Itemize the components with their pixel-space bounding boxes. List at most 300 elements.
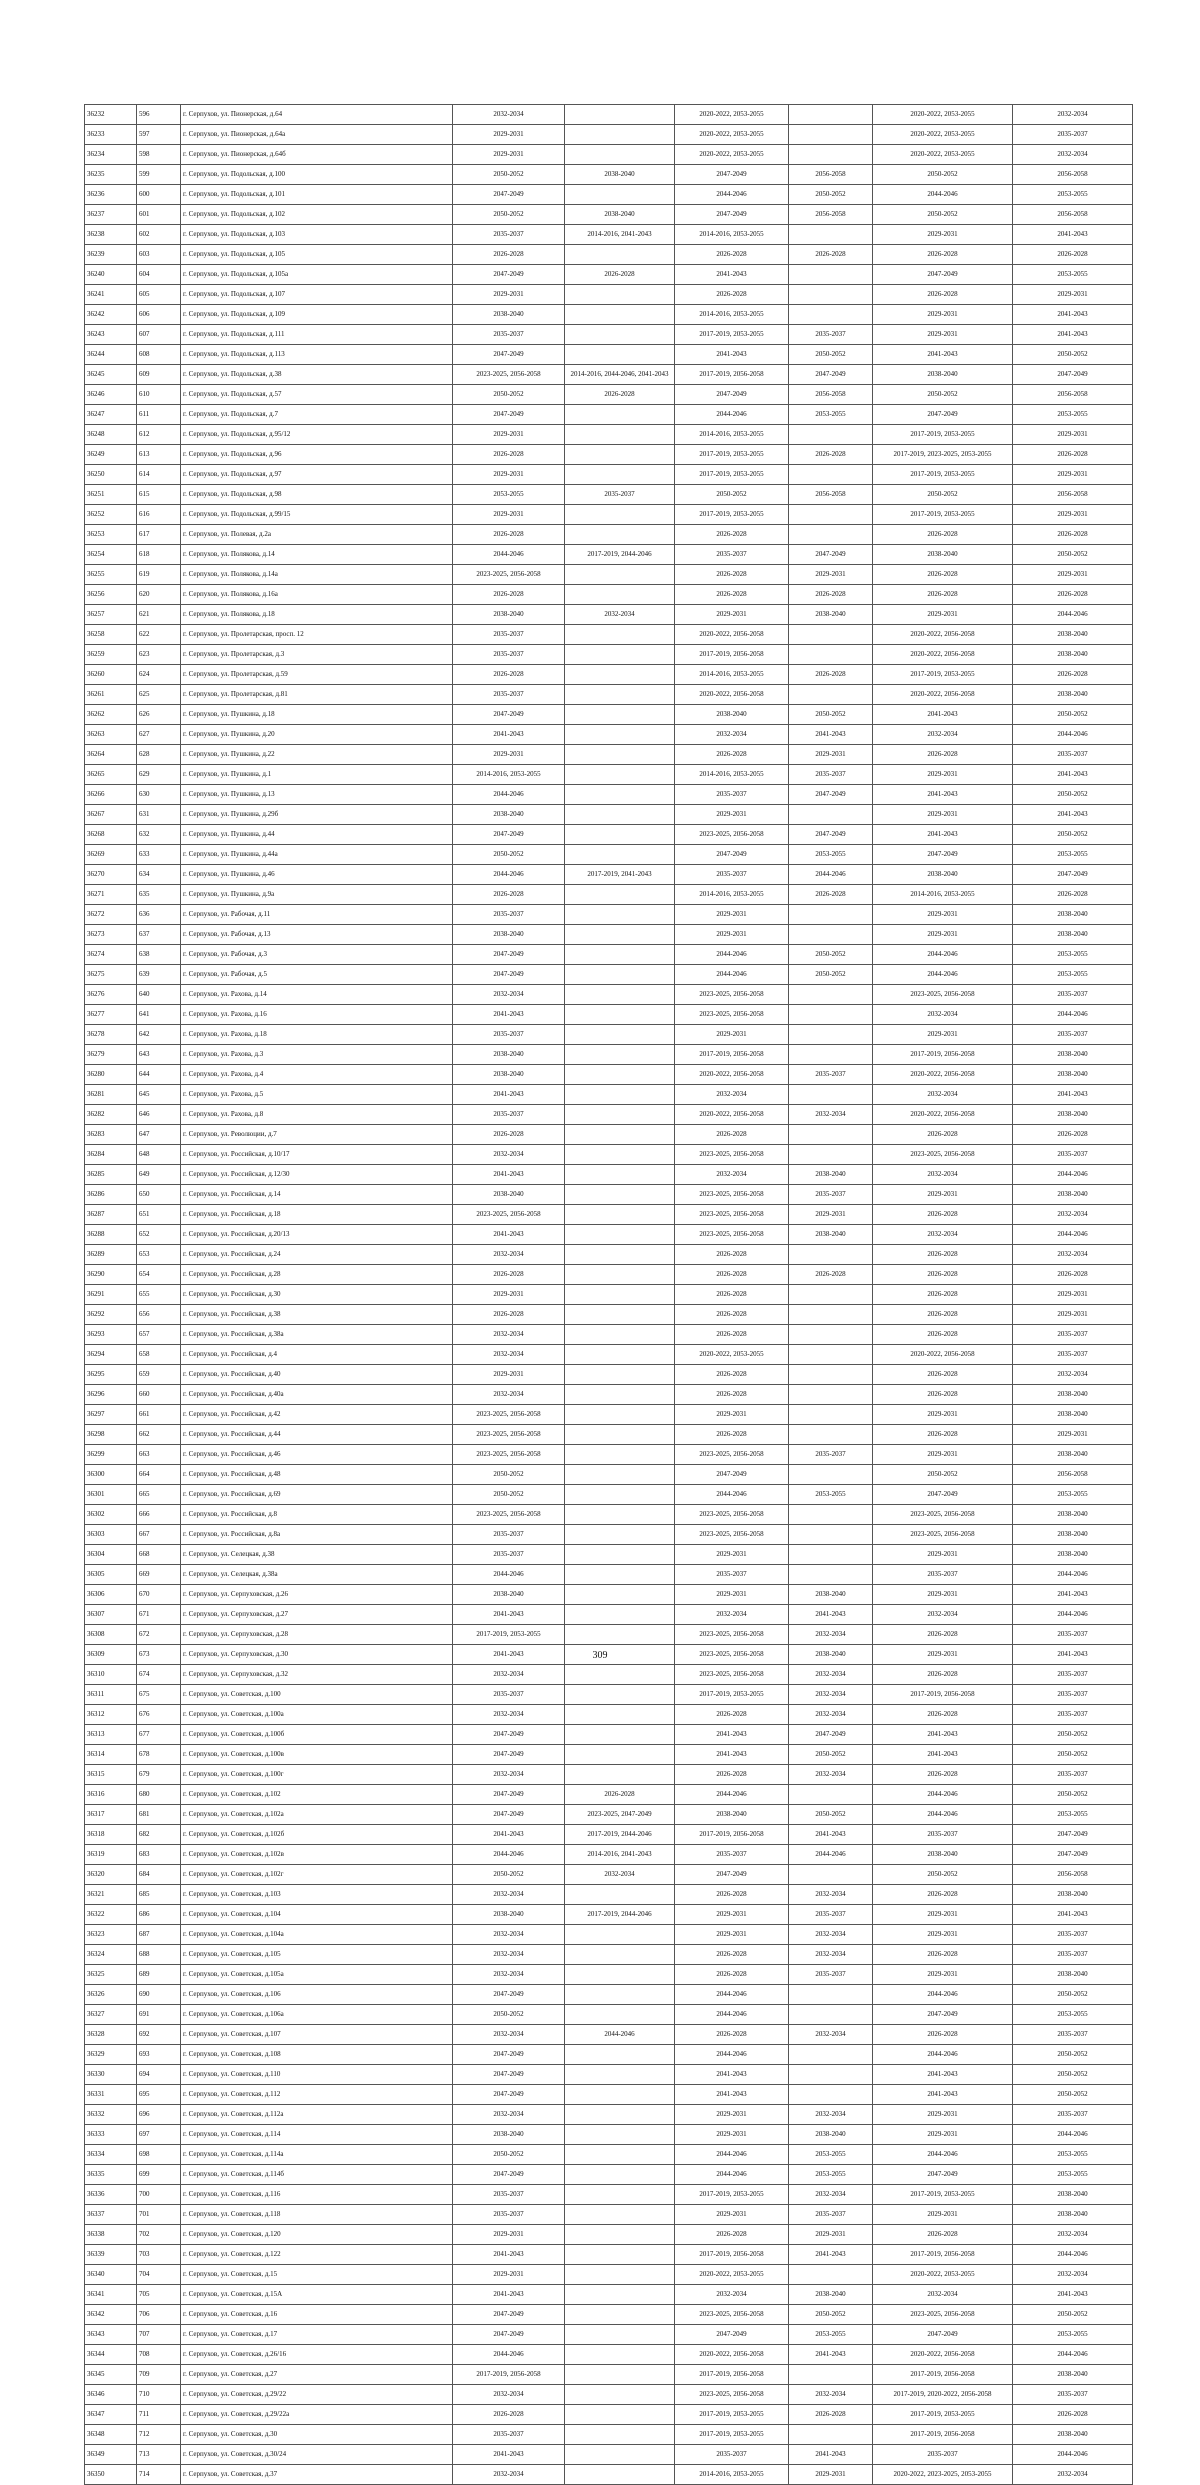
- table-cell: [789, 1005, 873, 1025]
- table-cell: [789, 1145, 873, 1165]
- table-cell: г. Серпухов, ул. Советская, д.106: [181, 1985, 453, 2005]
- table-cell: 36319: [85, 1845, 137, 1865]
- table-cell: 2041-2043: [1013, 1905, 1133, 1925]
- table-cell: 2047-2049: [453, 945, 565, 965]
- table-cell: 36318: [85, 1825, 137, 1845]
- table-row: [85, 865, 1133, 885]
- table-cell: 2029-2031: [453, 1285, 565, 1305]
- table-cell: 2017-2019, 2053-2055: [675, 325, 789, 345]
- table-cell: 2023-2025, 2056-2058: [675, 1505, 789, 1525]
- table-row: [85, 985, 1133, 1005]
- table-row: [85, 2065, 1133, 2085]
- table-row: [85, 1945, 1133, 1965]
- table-cell: 2056-2058: [1013, 1465, 1133, 1485]
- table-cell: [789, 2365, 873, 2385]
- table-cell: 657: [137, 1325, 181, 1345]
- table-cell: 2050-2052: [873, 205, 1013, 225]
- table-cell: 2038-2040: [453, 1585, 565, 1605]
- table-cell: 36281: [85, 1085, 137, 1105]
- table-cell: г. Серпухов, ул. Российская, д.18: [181, 1205, 453, 1225]
- table-cell: 2041-2043: [453, 1645, 565, 1665]
- table-cell: [565, 2425, 675, 2445]
- table-cell: 2050-2052: [789, 345, 873, 365]
- table-cell: 2026-2028: [565, 1785, 675, 1805]
- table-cell: 631: [137, 805, 181, 825]
- table-cell: 36235: [85, 165, 137, 185]
- table-cell: [565, 1725, 675, 1745]
- table-cell: [565, 1185, 675, 1205]
- table-cell: 2038-2040: [1013, 2425, 1133, 2445]
- table-cell: [789, 1985, 873, 2005]
- table-row: [85, 825, 1133, 845]
- table-cell: 622: [137, 625, 181, 645]
- table-cell: 673: [137, 1645, 181, 1665]
- table-cell: 2035-2037: [1013, 125, 1133, 145]
- table-cell: 2020-2022, 2056-2058: [675, 2345, 789, 2365]
- table-cell: 2023-2025, 2056-2058: [675, 1625, 789, 1645]
- table-cell: г. Серпухов, ул. Подольская, д.95/12: [181, 425, 453, 445]
- table-row: [85, 1145, 1133, 1165]
- table-cell: 630: [137, 785, 181, 805]
- table-cell: 2029-2031: [675, 2205, 789, 2225]
- table-cell: 36238: [85, 225, 137, 245]
- table-cell: 2047-2049: [1013, 365, 1133, 385]
- table-cell: г. Серпухов, ул. Подольская, д.107: [181, 285, 453, 305]
- table-cell: 637: [137, 925, 181, 945]
- table-cell: [565, 2185, 675, 2205]
- table-cell: 2035-2037: [453, 2185, 565, 2205]
- table-cell: 2017-2019, 2053-2055: [873, 465, 1013, 485]
- table-cell: 600: [137, 185, 181, 205]
- table-cell: 2032-2034: [789, 1925, 873, 1945]
- table-cell: г. Серпухов, ул. Подольская, д.105: [181, 245, 453, 265]
- table-cell: г. Серпухов, ул. Полевая, д.2а: [181, 525, 453, 545]
- table-cell: 36282: [85, 1105, 137, 1125]
- table-cell: 2035-2037: [675, 545, 789, 565]
- table-cell: [565, 1465, 675, 1485]
- table-cell: 2026-2028: [453, 445, 565, 465]
- table-cell: 2026-2028: [789, 445, 873, 465]
- table-cell: 2023-2025, 2056-2058: [873, 1525, 1013, 1545]
- table-cell: г. Серпухов, ул. Советская, д.17: [181, 2325, 453, 2345]
- table-cell: 602: [137, 225, 181, 245]
- table-cell: 2050-2052: [453, 2145, 565, 2165]
- table-cell: [565, 185, 675, 205]
- table-cell: 2044-2046: [1013, 2445, 1133, 2465]
- table-row: [85, 1245, 1133, 1265]
- table-cell: 2041-2043: [453, 1165, 565, 1185]
- table-cell: 2047-2049: [453, 1805, 565, 1825]
- table-cell: 2017-2019, 2053-2055: [675, 1685, 789, 1705]
- table-cell: [789, 145, 873, 165]
- table-row: [85, 1425, 1133, 1445]
- table-cell: 2050-2052: [1013, 2065, 1133, 2085]
- table-cell: 652: [137, 1225, 181, 1245]
- table-cell: 2026-2028: [873, 1305, 1013, 1325]
- table-row: [85, 205, 1133, 225]
- table-cell: 2056-2058: [789, 205, 873, 225]
- table-cell: 2026-2028: [873, 1125, 1013, 1145]
- table-cell: 2047-2049: [453, 2045, 565, 2065]
- table-cell: г. Серпухов, ул. Подольская, д.100: [181, 165, 453, 185]
- table-cell: [789, 1465, 873, 1485]
- table-cell: 2026-2028: [873, 1205, 1013, 1225]
- table-cell: [565, 2065, 675, 2085]
- table-cell: 2038-2040: [1013, 1045, 1133, 1065]
- table-cell: 2032-2034: [453, 985, 565, 1005]
- table-cell: 2041-2043: [873, 2085, 1013, 2105]
- table-cell: 36306: [85, 1585, 137, 1605]
- table-cell: 36269: [85, 845, 137, 865]
- table-cell: г. Серпухов, ул. Подольская, д.97: [181, 465, 453, 485]
- table-cell: 2050-2052: [1013, 1725, 1133, 1745]
- table-cell: 2032-2034: [453, 2385, 565, 2405]
- table-cell: 2035-2037: [453, 1025, 565, 1045]
- table-cell: 2050-2052: [1013, 2045, 1133, 2065]
- table-cell: [565, 2205, 675, 2225]
- table-cell: 2035-2037: [1013, 1625, 1133, 1645]
- table-cell: 2047-2049: [675, 165, 789, 185]
- table-row: [85, 1285, 1133, 1305]
- table-cell: г. Серпухов, ул. Рахова, д.5: [181, 1085, 453, 1105]
- table-cell: 2026-2028: [453, 1265, 565, 1285]
- table-cell: 2023-2025, 2056-2058: [453, 1405, 565, 1425]
- table-cell: 2029-2031: [873, 1405, 1013, 1425]
- table-cell: 2017-2019, 2056-2058: [873, 1685, 1013, 1705]
- table-cell: [789, 645, 873, 665]
- table-row: [85, 645, 1133, 665]
- table-cell: 2047-2049: [1013, 865, 1133, 885]
- table-row: [85, 1985, 1133, 2005]
- table-cell: 2038-2040: [453, 605, 565, 625]
- table-cell: [565, 2405, 675, 2425]
- table-cell: 36349: [85, 2445, 137, 2465]
- table-cell: 2017-2019, 2053-2055: [675, 505, 789, 525]
- table-cell: 708: [137, 2345, 181, 2365]
- table-row: [85, 1685, 1133, 1705]
- table-cell: 36273: [85, 925, 137, 945]
- table-cell: 2053-2055: [789, 2325, 873, 2345]
- table-cell: 36339: [85, 2245, 137, 2265]
- table-cell: 2020-2022, 2056-2058: [675, 685, 789, 705]
- table-cell: 2029-2031: [1013, 1285, 1133, 1305]
- table-cell: 2038-2040: [1013, 1405, 1133, 1425]
- table-cell: 36249: [85, 445, 137, 465]
- table-cell: г. Серпухов, ул. Подольская, д.98: [181, 485, 453, 505]
- table-cell: 36244: [85, 345, 137, 365]
- table-cell: 2047-2049: [1013, 1825, 1133, 1845]
- table-cell: 2050-2052: [453, 845, 565, 865]
- table-cell: г. Серпухов, ул. Подольская, д.101: [181, 185, 453, 205]
- table-cell: 2035-2037: [675, 1845, 789, 1865]
- table-cell: 2041-2043: [1013, 765, 1133, 785]
- table-row: [85, 685, 1133, 705]
- table-cell: 2041-2043: [873, 1725, 1013, 1745]
- table-cell: 2032-2034: [789, 2105, 873, 2125]
- table-cell: 2035-2037: [453, 625, 565, 645]
- table-cell: г. Серпухов, ул. Пролетарская, д.59: [181, 665, 453, 685]
- table-cell: 2044-2046: [789, 1845, 873, 1865]
- table-cell: 2020-2022, 2053-2055: [675, 1345, 789, 1365]
- table-cell: [565, 1305, 675, 1325]
- table-cell: 2035-2037: [1013, 745, 1133, 765]
- table-cell: г. Серпухов, ул. Российская, д.46: [181, 1445, 453, 1465]
- table-row: [85, 725, 1133, 745]
- table-cell: [789, 1405, 873, 1425]
- table-cell: 2035-2037: [1013, 985, 1133, 1005]
- table-cell: 603: [137, 245, 181, 265]
- table-cell: 2035-2037: [453, 685, 565, 705]
- table-cell: г. Серпухов, ул. Советская, д.108: [181, 2045, 453, 2065]
- table-cell: 36262: [85, 705, 137, 725]
- table-cell: 2029-2031: [675, 1925, 789, 1945]
- table-cell: 707: [137, 2325, 181, 2345]
- table-cell: 36248: [85, 425, 137, 445]
- table-cell: 2050-2052: [453, 165, 565, 185]
- table-cell: 2026-2028: [675, 1965, 789, 1985]
- table-cell: [789, 305, 873, 325]
- table-row: [85, 1025, 1133, 1045]
- table-cell: 614: [137, 465, 181, 485]
- table-cell: 2032-2034: [1013, 1365, 1133, 1385]
- table-cell: 2026-2028: [873, 745, 1013, 765]
- table-cell: [565, 1605, 675, 1625]
- table-cell: 2032-2034: [453, 1705, 565, 1725]
- table-cell: 2041-2043: [453, 2245, 565, 2265]
- table-cell: 2047-2049: [789, 825, 873, 845]
- table-cell: [565, 2465, 675, 2485]
- table-cell: 2035-2037: [453, 1105, 565, 1125]
- table-cell: 36301: [85, 1485, 137, 1505]
- table-cell: 36250: [85, 465, 137, 485]
- table-cell: 689: [137, 1965, 181, 1985]
- table-cell: 2029-2031: [873, 305, 1013, 325]
- table-cell: 615: [137, 485, 181, 505]
- table-cell: 2035-2037: [675, 1565, 789, 1585]
- table-cell: 2029-2031: [873, 225, 1013, 245]
- table-cell: 677: [137, 1725, 181, 1745]
- table-cell: 712: [137, 2425, 181, 2445]
- table-cell: 2032-2034: [873, 1605, 1013, 1625]
- table-cell: 2050-2052: [789, 965, 873, 985]
- table-cell: 2053-2055: [1013, 185, 1133, 205]
- table-cell: 36316: [85, 1785, 137, 1805]
- table-cell: [565, 885, 675, 905]
- table-cell: 628: [137, 745, 181, 765]
- table-cell: 2026-2028: [789, 885, 873, 905]
- table-cell: 2053-2055: [1013, 965, 1133, 985]
- table-cell: [565, 2245, 675, 2265]
- table-cell: [565, 1685, 675, 1705]
- table-cell: 633: [137, 845, 181, 865]
- table-cell: [565, 1265, 675, 1285]
- table-cell: [565, 445, 675, 465]
- table-cell: 2044-2046: [675, 1985, 789, 2005]
- table-cell: [565, 1665, 675, 1685]
- table-cell: 2047-2049: [675, 385, 789, 405]
- table-cell: 2026-2028: [675, 1765, 789, 1785]
- table-cell: 604: [137, 265, 181, 285]
- table-cell: 625: [137, 685, 181, 705]
- table-cell: 2020-2022, 2053-2055: [873, 145, 1013, 165]
- table-cell: 36309: [85, 1645, 137, 1665]
- table-cell: 653: [137, 1245, 181, 1265]
- table-cell: 36241: [85, 285, 137, 305]
- table-cell: 2047-2049: [873, 2325, 1013, 2345]
- table-row: [85, 2045, 1133, 2065]
- table-cell: 2047-2049: [789, 1725, 873, 1745]
- table-cell: 650: [137, 1185, 181, 1205]
- table-cell: 621: [137, 605, 181, 625]
- table-cell: 2032-2034: [1013, 2465, 1133, 2485]
- table-cell: 2041-2043: [675, 1725, 789, 1745]
- table-cell: 2056-2058: [1013, 205, 1133, 225]
- table-cell: 36234: [85, 145, 137, 165]
- table-cell: 2035-2037: [453, 1545, 565, 1565]
- table-cell: 2038-2040: [453, 1045, 565, 1065]
- table-row: [85, 1765, 1133, 1785]
- table-cell: 36270: [85, 865, 137, 885]
- table-row: [85, 2305, 1133, 2325]
- table-cell: 2026-2028: [675, 565, 789, 585]
- table-cell: 2026-2028: [675, 1885, 789, 1905]
- table-cell: 2032-2034: [453, 1945, 565, 1965]
- table-row: [85, 105, 1133, 125]
- table-cell: [565, 2225, 675, 2245]
- table-cell: 36265: [85, 765, 137, 785]
- table-cell: 2032-2034: [1013, 1205, 1133, 1225]
- table-cell: 36267: [85, 805, 137, 825]
- table-row: [85, 665, 1133, 685]
- table-cell: г. Серпухов, ул. Советская, д.30/24: [181, 2445, 453, 2465]
- table-cell: 2023-2025, 2056-2058: [453, 365, 565, 385]
- table-row: [85, 885, 1133, 905]
- table-cell: 627: [137, 725, 181, 745]
- table-cell: [565, 905, 675, 925]
- table-cell: 2029-2031: [873, 1445, 1013, 1465]
- table-cell: г. Серпухов, ул. Серпуховская, д.30: [181, 1645, 453, 1665]
- table-cell: г. Серпухов, ул. Российская, д.48: [181, 1465, 453, 1485]
- table-cell: 684: [137, 1865, 181, 1885]
- table-cell: 36263: [85, 725, 137, 745]
- table-cell: г. Серпухов, ул. Подольская, д.96: [181, 445, 453, 465]
- table-cell: [565, 525, 675, 545]
- table-row: [85, 2185, 1133, 2205]
- table-cell: г. Серпухов, ул. Советская, д.105: [181, 1945, 453, 1965]
- table-cell: 2053-2055: [1013, 265, 1133, 285]
- table-cell: 2020-2022, 2056-2058: [873, 685, 1013, 705]
- table-cell: 611: [137, 405, 181, 425]
- table-cell: 2038-2040: [1013, 685, 1133, 705]
- table-cell: 2035-2037: [1013, 1025, 1133, 1045]
- table-cell: г. Серпухов, ул. Российская, д.40а: [181, 1385, 453, 1405]
- table-cell: 2026-2028: [1013, 1265, 1133, 1285]
- table-cell: [789, 225, 873, 245]
- table-cell: [565, 1145, 675, 1165]
- table-cell: 2053-2055: [1013, 945, 1133, 965]
- table-cell: 646: [137, 1105, 181, 1125]
- table-cell: 671: [137, 1605, 181, 1625]
- table-row: [85, 1545, 1133, 1565]
- table-cell: 2032-2034: [453, 1765, 565, 1785]
- table-cell: г. Серпухов, ул. Советская, д.102б: [181, 1825, 453, 1845]
- table-cell: 2032-2034: [1013, 105, 1133, 125]
- table-cell: 2038-2040: [1013, 1185, 1133, 1205]
- table-cell: [565, 305, 675, 325]
- table-cell: 2038-2040: [565, 205, 675, 225]
- table-cell: 2041-2043: [873, 825, 1013, 845]
- table-cell: 2035-2037: [873, 1565, 1013, 1585]
- table-row: [85, 2025, 1133, 2045]
- table-row: [85, 1565, 1133, 1585]
- table-cell: 2035-2037: [675, 2445, 789, 2465]
- table-cell: 36338: [85, 2225, 137, 2245]
- table-cell: [565, 1125, 675, 1145]
- table-cell: 2029-2031: [873, 925, 1013, 945]
- table-cell: 2032-2034: [453, 2105, 565, 2125]
- table-cell: 2023-2025, 2056-2058: [675, 2385, 789, 2405]
- table-cell: 2029-2031: [789, 1205, 873, 1225]
- table-cell: 608: [137, 345, 181, 365]
- table-cell: 2017-2019, 2053-2055: [873, 2185, 1013, 2205]
- table-cell: 665: [137, 1485, 181, 1505]
- table-cell: 2029-2031: [675, 905, 789, 925]
- table-cell: г. Серпухов, ул. Советская, д.107: [181, 2025, 453, 2045]
- table-cell: 2032-2034: [789, 2025, 873, 2045]
- table-cell: [789, 1565, 873, 1585]
- table-cell: 2026-2028: [873, 245, 1013, 265]
- table-cell: 36348: [85, 2425, 137, 2445]
- table-cell: 678: [137, 1745, 181, 1765]
- table-cell: 2029-2031: [873, 2105, 1013, 2125]
- table-cell: 2026-2028: [873, 1325, 1013, 1345]
- table-cell: 601: [137, 205, 181, 225]
- table-cell: 2056-2058: [1013, 385, 1133, 405]
- table-cell: 36350: [85, 2465, 137, 2485]
- table-row: [85, 2165, 1133, 2185]
- table-cell: 2056-2058: [1013, 485, 1133, 505]
- table-cell: г. Серпухов, ул. Советская, д.15А: [181, 2285, 453, 2305]
- table-cell: 2035-2037: [789, 1445, 873, 1465]
- table-cell: 2047-2049: [873, 2005, 1013, 2025]
- table-cell: 2047-2049: [453, 1785, 565, 1805]
- table-cell: 2035-2037: [789, 1905, 873, 1925]
- table-cell: 2050-2052: [789, 185, 873, 205]
- table-cell: 2029-2031: [873, 1905, 1013, 1925]
- table-cell: 2035-2037: [453, 225, 565, 245]
- table-cell: 2047-2049: [1013, 1845, 1133, 1865]
- data-table: [84, 104, 1133, 2485]
- table-row: [85, 2425, 1133, 2445]
- table-cell: 2026-2028: [1013, 665, 1133, 685]
- table-cell: 691: [137, 2005, 181, 2025]
- table-cell: 2035-2037: [1013, 1345, 1133, 1365]
- table-cell: 2026-2028: [453, 245, 565, 265]
- table-cell: 2050-2052: [1013, 2305, 1133, 2325]
- table-cell: 2029-2031: [675, 605, 789, 625]
- table-cell: г. Серпухов, ул. Подольская, д.102: [181, 205, 453, 225]
- table-cell: [565, 2365, 675, 2385]
- table-cell: 36322: [85, 1905, 137, 1925]
- table-cell: 2038-2040: [1013, 1065, 1133, 1085]
- table-cell: 2029-2031: [675, 1905, 789, 1925]
- table-cell: 2044-2046: [1013, 2345, 1133, 2365]
- table-cell: 2026-2028: [675, 1125, 789, 1145]
- table-cell: [565, 105, 675, 125]
- table-cell: 2026-2028: [789, 585, 873, 605]
- table-cell: 2053-2055: [789, 2145, 873, 2165]
- table-cell: г. Серпухов, ул. Подольская, д.99/15: [181, 505, 453, 525]
